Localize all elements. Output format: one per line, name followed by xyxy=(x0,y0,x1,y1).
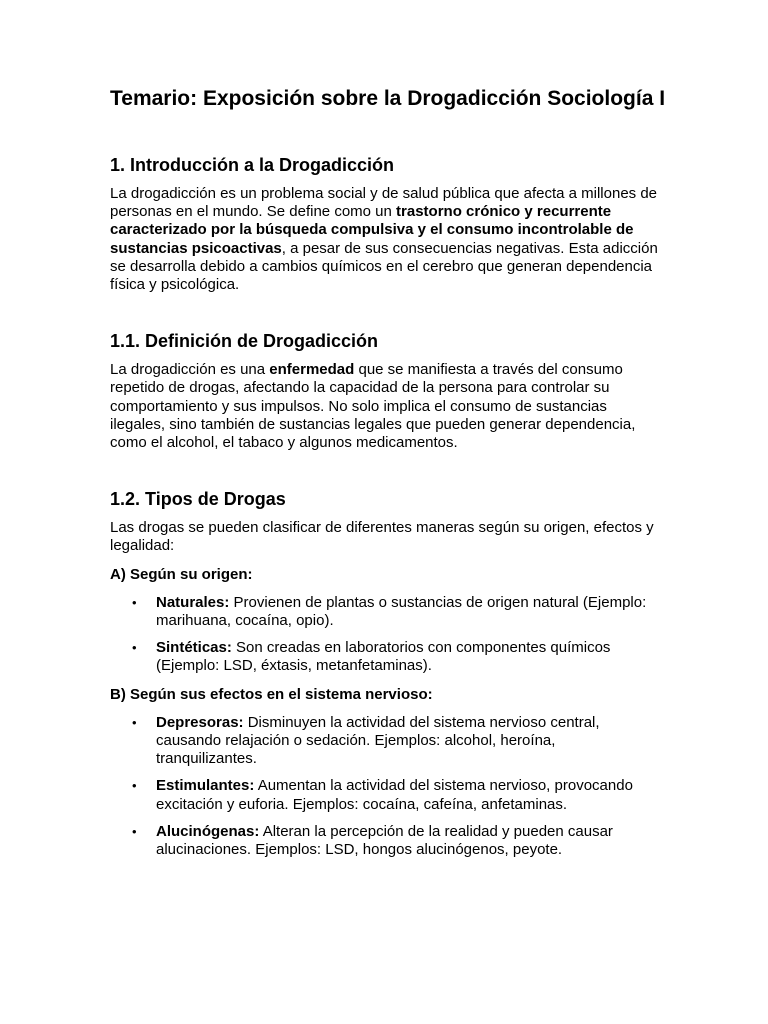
section-heading: 1.1. Definición de Drogadicción xyxy=(110,331,379,352)
list-item-term: Estimulantes: xyxy=(156,777,255,795)
paragraph-bold-text: trastorno crónico y recurrente caracterizado por la búsqueda compulsiva y el consumo incontrolable de sustancias psicoactivas xyxy=(110,203,634,257)
list-item-term: Sintéticas: xyxy=(156,639,232,657)
bullet-icon: • xyxy=(132,714,137,730)
list-item-text: Provienen de plantas o sustancias de origen natural (Ejemplo: marihuana, cocaína, opio). xyxy=(156,593,647,630)
list-item-text: Disminuyen la actividad del sistema nervioso central, causando relajación o sedación. Ejemplos: alcohol, heroína, tranquilizantes. xyxy=(156,713,600,768)
list-item xyxy=(110,823,658,859)
paragraph-text: La drogadicción es una xyxy=(110,361,270,379)
section-introduccion xyxy=(110,154,658,294)
section-definicion xyxy=(110,330,658,452)
list-item-term: Naturales: xyxy=(156,593,230,611)
subsection-heading-origen: A) Según su origen: xyxy=(110,565,253,583)
list-item xyxy=(110,594,658,630)
list-item xyxy=(110,714,658,769)
bullet-icon: • xyxy=(132,823,137,839)
paragraph-text: La drogadicción es un problema social y de salud pública que afecta a millones de personas en el mundo. Se define como un xyxy=(110,185,658,221)
paragraph xyxy=(110,185,658,294)
subsection-heading-efectos: B) Según sus efectos en el sistema nervioso: xyxy=(110,685,433,703)
bullet-icon: • xyxy=(132,594,137,610)
list-origen xyxy=(110,594,658,676)
paragraph xyxy=(110,361,658,452)
list-item xyxy=(110,639,658,675)
section-heading: 1.2. Tipos de Drogas xyxy=(110,489,286,510)
list-item-term: Alucinógenas: xyxy=(156,822,260,840)
section-heading: 1. Introducción a la Drogadicción xyxy=(110,155,395,175)
bullet-icon: • xyxy=(132,778,137,794)
document-title: Temario: Exposición sobre la Drogadicción Sociología I xyxy=(110,87,666,110)
list-item-text: Alteran la percepción de la realidad y pueden causar alucinaciones. Ejemplos: LSD, hongos alucinógenos, peyote. xyxy=(156,822,613,859)
bullet-icon: • xyxy=(132,640,137,656)
list-item xyxy=(110,777,658,813)
paragraph-bold-text: enfermedad xyxy=(269,361,355,379)
list-item-text: Son creadas en laboratorios con componentes químicos (Ejemplo: LSD, éxtasis, metanfetaminas). xyxy=(156,639,611,675)
paragraph-text: que se manifiesta a través del consumo repetido de drogas, afectando la capacidad de la persona para controlar su comportamiento y sus impulsos. No solo implica el consumo de sustancias ilegales, sino también de sustancias legales que pueden generar dependencia, como el alcohol, el tabaco y algunos medicamentos. xyxy=(110,361,636,452)
section-tipos-de-drogas xyxy=(110,488,658,859)
list-efectos xyxy=(110,714,658,859)
list-item-text: Aumentan la actividad del sistema nervioso, provocando excitación y euforia. Ejemplos: cocaína, cafeína, anfetaminas. xyxy=(156,777,633,813)
list-item-term: Depresoras: xyxy=(156,713,244,731)
paragraph-text: , a pesar de sus consecuencias negativas. Esta adicción se desarrolla debido a cambios químicos en el cerebro que generan dependencia física y psicológica. xyxy=(110,239,658,294)
paragraph: Las drogas se pueden clasificar de diferentes maneras según su origen, efectos y legalidad: xyxy=(110,519,654,555)
